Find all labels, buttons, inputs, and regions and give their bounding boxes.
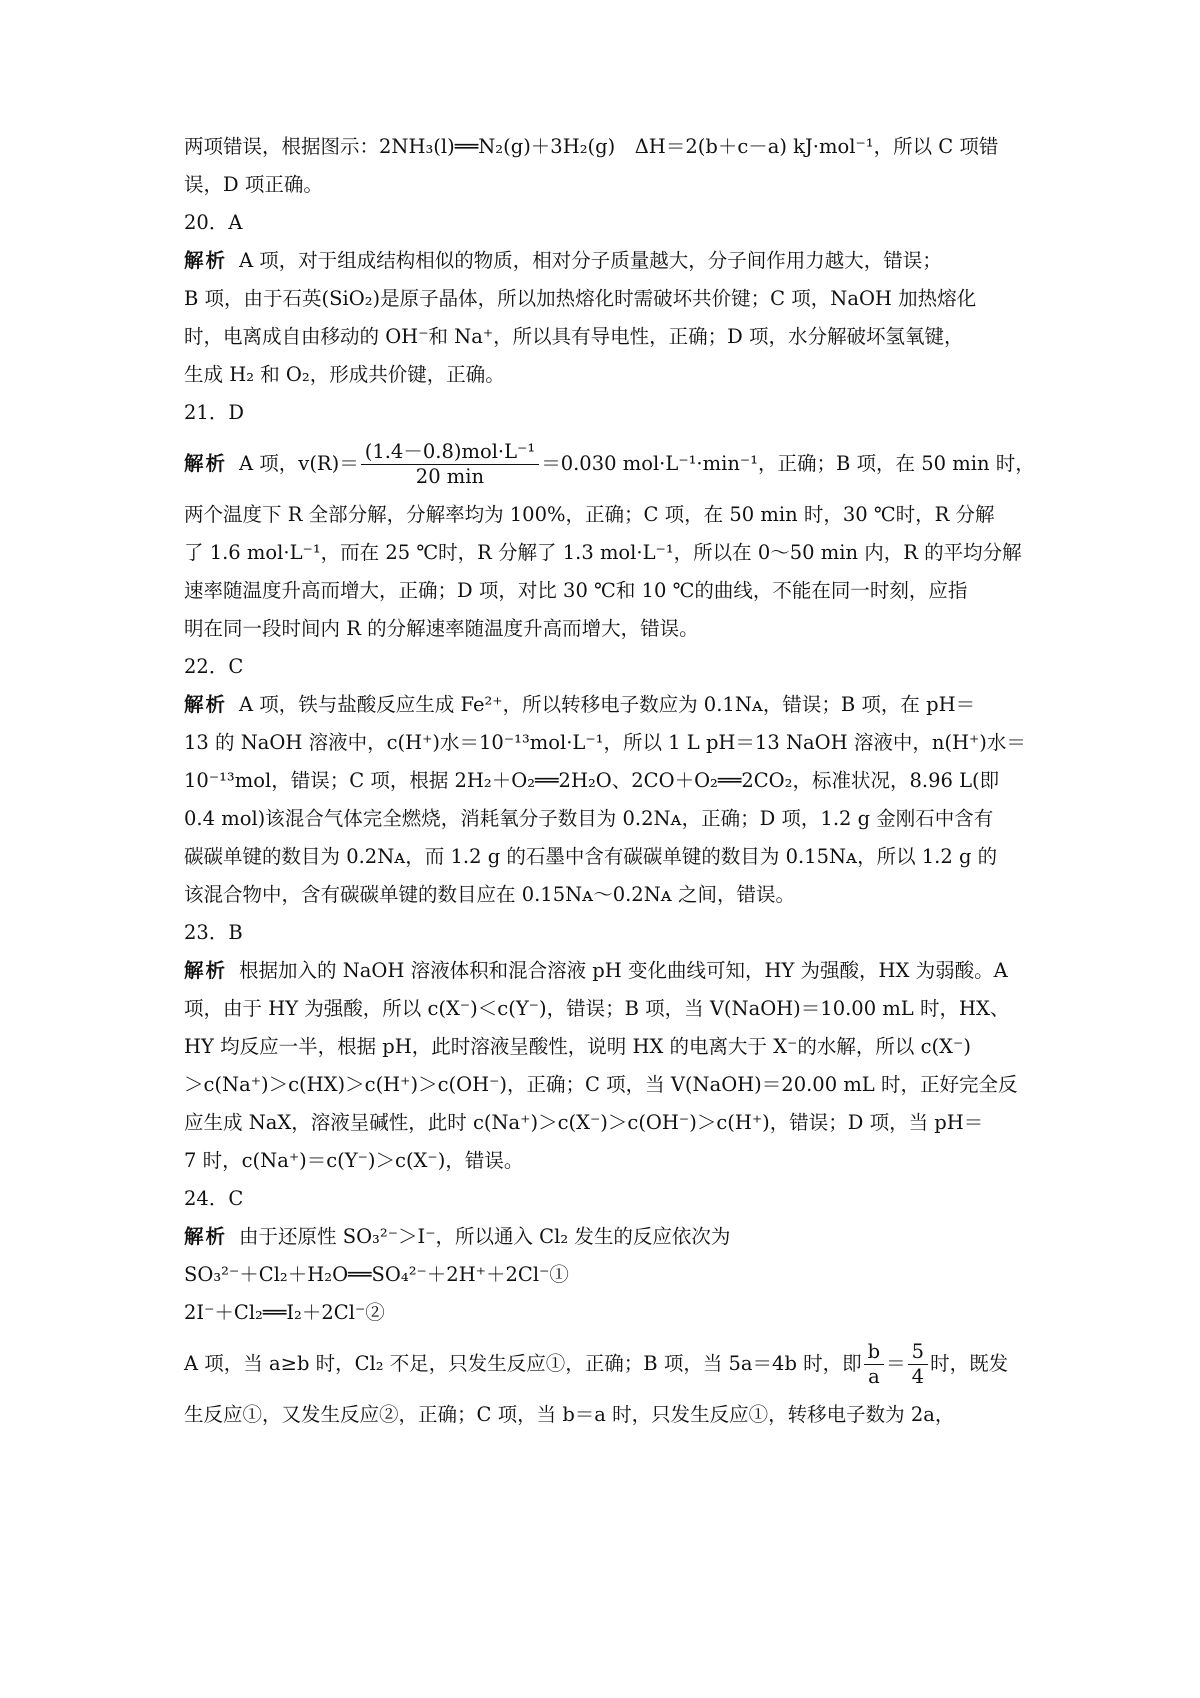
equation-2: 2I⁻＋Cl₂══I₂＋2Cl⁻②	[184, 1301, 385, 1324]
text-line: 应生成 NaX，溶液呈碱性，此时 c(Na⁺)＞c(X⁻)＞c(OH⁻)＞c(H⁺)，错误；D 项，当 pH＝	[184, 1111, 984, 1134]
rate-fraction: $\frac{\text{(1.4－0.8)mol·L⁻¹}}{20 \min}$	[361, 440, 539, 489]
text-line: 生反应①，又发生反应②，正确；C 项，当 b＝a 时，只发生反应①，转移电子数为 2a，	[184, 1403, 955, 1426]
text-line: ＞c(Na⁺)＞c(HX)＞c(H⁺)＞c(OH⁻)，正确；C 项，当 V(NaOH)＝20.00 mL 时，正好完全反	[184, 1073, 1018, 1096]
text-line-with-fraction: A 项，当 a≥b 时，Cl₂ 不足，只发生反应①，正确；B 项，当 5a＝4b 时，即 $\frac{b}{a}$ ＝ $\frac{5}{4}$ 时，既发	[184, 1340, 1009, 1388]
text-line: 13 的 NaOH 溶液中，c(H⁺)水＝10⁻¹³mol·L⁻¹，所以 1 L pH＝13 NaOH 溶液中，n(H⁺)水＝	[184, 731, 1026, 754]
ratio-fraction: $\frac{b}{a}$	[864, 1340, 884, 1389]
answer-24: 24．C	[184, 1187, 244, 1210]
text-line: 解析 A 项，对于组成结构相似的物质，相对分子质量越大，分子间作用力越大，错误；	[184, 249, 942, 272]
text-line: 生成 H₂ 和 O₂，形成共价键，正确。	[184, 363, 505, 386]
analysis-label: 解析	[184, 1225, 228, 1248]
text-line: 解析 由于还原性 SO₃²⁻＞I⁻，所以通入 Cl₂ 发生的反应依次为	[184, 1225, 731, 1248]
text-line: 碳碳单键的数目为 0.2Nᴀ，而 1.2 g 的石墨中含有碳碳单键的数目为 0.15Nᴀ，所以 1.2 g 的	[184, 845, 998, 868]
analysis-label: 解析	[184, 452, 228, 475]
text-line: 项，由于 HY 为强酸，所以 c(X⁻)＜c(Y⁻)，错误；B 项，当 V(NaOH)＝10.00 mL 时，HX、	[184, 997, 1010, 1020]
analysis-label: 解析	[184, 693, 228, 716]
text-line: 明在同一段时间内 R 的分解速率随温度升高而增大，错误。	[184, 617, 699, 640]
answer-21: 21．D	[184, 401, 244, 424]
text-line: 7 时，c(Na⁺)＝c(Y⁻)＞c(X⁻)，错误。	[184, 1149, 524, 1172]
text-line: 两个温度下 R 全部分解，分解率均为 100%，正确；C 项，在 50 min 时，30 ℃时，R 分解	[184, 503, 995, 526]
text-line: 10⁻¹³mol，错误；C 项，根据 2H₂＋O₂══2H₂O、2CO＋O₂══2CO₂，标准状况，8.96 L(即	[184, 769, 1000, 792]
analysis-label: 解析	[184, 959, 228, 982]
ratio-fraction: $\frac{5}{4}$	[908, 1340, 928, 1389]
text-line: B 项，由于石英(SiO₂)是原子晶体，所以加热熔化时需破坏共价键；C 项，NaOH 加热熔化	[184, 287, 977, 310]
text-line: 解析 A 项，铁与盐酸反应生成 Fe²⁺，所以转移电子数应为 0.1Nᴀ，错误；B 项，在 pH＝	[184, 693, 976, 716]
text-line: 时，电离成自由移动的 OH⁻和 Na⁺，所以具有导电性，正确；D 项，水分解破坏氢氧键，	[184, 325, 964, 348]
text-line: HY 均反应一半，根据 pH，此时溶液呈酸性，说明 HX 的电离大于 X⁻的水解，所以 c(X⁻)	[184, 1035, 971, 1058]
answer-23: 23．B	[184, 921, 243, 944]
text-line: 两项错误，根据图示：2NH₃(l)══N₂(g)＋3H₂(g) ΔH＝2(b＋c－a) kJ·mol⁻¹，所以 C 项错	[184, 135, 999, 158]
text-line: 了 1.6 mol·L⁻¹，而在 25 ℃时，R 分解了 1.3 mol·L⁻¹，所以在 0～50 min 内，R 的平均分解	[184, 541, 1022, 564]
answer-22: 22．C	[184, 655, 244, 678]
equation-1: SO₃²⁻＋Cl₂＋H₂O══SO₄²⁻＋2H⁺＋2Cl⁻①	[184, 1263, 569, 1286]
text-line-with-fraction: 解析 A 项，v(R)＝ $\frac{\text{(1.4－0.8)mol·L⁻¹}}{20 \min}$ ＝0.030 mol·L⁻¹·min⁻¹，正确；B 项，在 50 min 时，	[184, 440, 1035, 488]
text-line: 速率随温度升高而增大，正确；D 项，对比 30 ℃和 10 ℃的曲线，不能在同一时刻，应指	[184, 579, 968, 602]
text-line: 该混合物中，含有碳碳单键的数目应在 0.15Nᴀ～0.2Nᴀ 之间，错误。	[184, 883, 795, 906]
text-line: 解析 根据加入的 NaOH 溶液体积和混合溶液 pH 变化曲线可知，HY 为强酸，HX 为弱酸。A	[184, 959, 1008, 982]
text-line: 误，D 项正确。	[184, 173, 323, 196]
analysis-label: 解析	[184, 249, 228, 272]
answer-20: 20．A	[184, 211, 243, 234]
text-line: 0.4 mol)该混合气体完全燃烧，消耗氧分子数目为 0.2Nᴀ，正确；D 项，1.2 g 金刚石中含有	[184, 807, 994, 830]
